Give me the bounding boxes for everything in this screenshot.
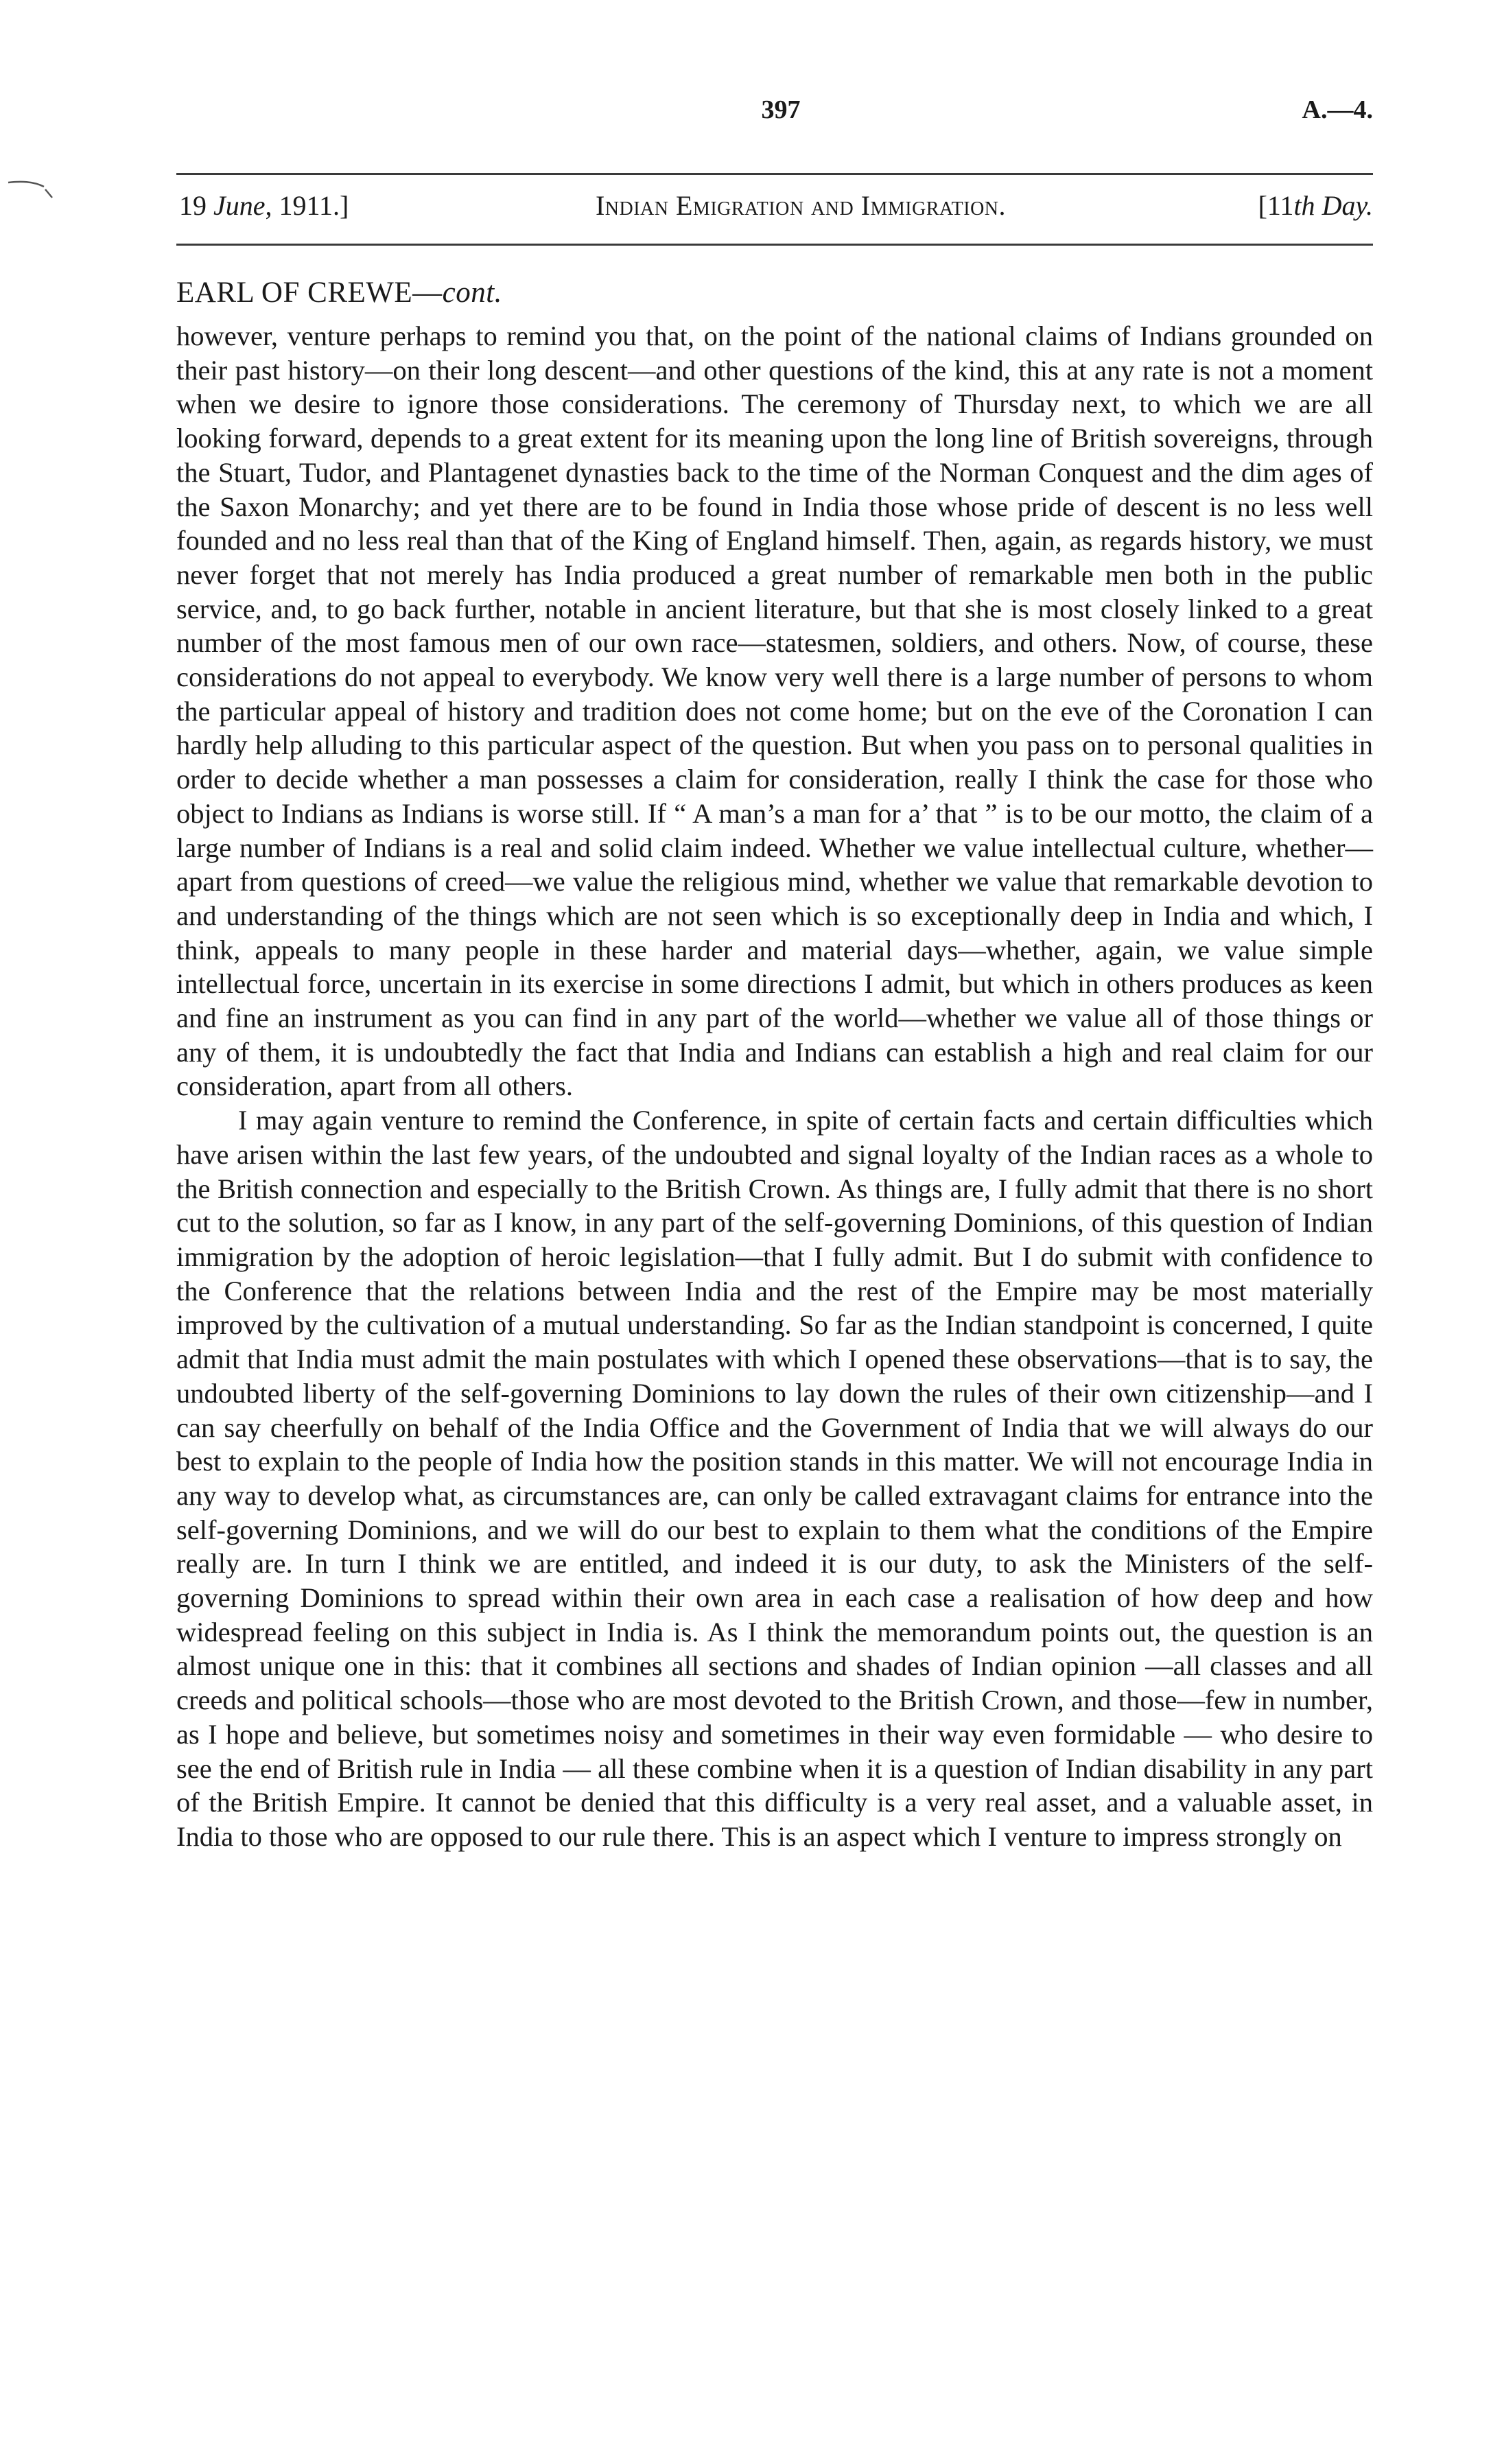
margin-pencil-mark <box>7 177 55 204</box>
paragraph: however, venture perhaps to remind you that, on the point of the national claims of Indians grounded on their past history—on their long descent—and other questions of the kind, this at any rate is not a moment when we desire to ignore those considerations. The ceremony of Thursday next, to which we are all looking forward, depends to a great extent for its meaning upon the long line of British sovereigns, through the Stuart, Tudor, and Plantagenet dynasties back to the time of the Norman Conquest and the dim ages of the Saxon Monarchy; and yet there are to be found in India those whose pride of descent is no less well founded and no less real than that of the King of England himself. Then, again, as regards history, we must never forget that not merely has India produced a great number of remarkable men both in the public service, and, to go back further, notable in ancient literature, but that she is most closely linked to a great number of the most famous men of our own race—statesmen, soldiers, and others. Now, of course, these considerations do not appeal to everybody. We know very well there is a large number of persons to whom the particular appeal of history and tradition does not come home; but on the eve of the Coronation I can hardly help alluding to this particular aspect of the question. But when you pass on to personal qualities in order to decide whether a man possesses a claim for consideration, really I think the case for those who object to Indians as Indians is worse still. If “ A man’s a man for a’ that ” is to be our motto, the claim of a large number of Indians is a real and solid claim indeed. Whether we value intellectual culture, whether—apart from questions of creed—we value the religious mind, whether we value that remarkable devotion to and understanding of the things which are not seen which is so exceptionally deep in India and which, I think, appeals to many people in these harder and material days—whether, again, we value simple intellectual force, uncertain in its exercise in some directions I admit, but which in others produces as keen and fine an instrument as you can find in any part of the world—whether we value all of those things or any of them, it is undoubtedly the fact that India and Indians can establish a high and real claim for our consideration, apart from all others. <box>176 320 1373 1102</box>
page-number: 397 <box>761 95 801 124</box>
paragraph: I may again venture to remind the Conference, in spite of certain facts and certain difficulties which have arisen within the last few years, of the undoubted and signal loyalty of the Indian races as a whole to the British connection and especially to the British Crown. As things are, I fully admit that there is no short cut to the solution, so far as I know, in any part of the self-governing Dominions, of this question of Indian immigration by the adoption of heroic legislation—that I fully admit. But I do submit with confidence to the Conference that the relations between India and the rest of the Empire may be most materially improved by the cultivation of a mutual understanding. So far as the Indian standpoint is concerned, I quite admit that India must admit the main postulates with which I opened these observations—that is to say, the undoubted liberty of the self-governing Dominions to lay down the rules of their own citizenship—and I can say cheerfully on behalf of the India Office and the Government of India that we will always do our best to explain to the people of India how the position stands in this matter. We will not encourage India in any way to develop what, as circumstances are, can only be called extravagant claims for entrance into the self-governing Dominions, and we will do our best to explain to them what the conditions of the Empire really are. In turn I think we are entitled, and indeed it is our duty, to ask the Ministers of the self-governing Dominions to spread within their own area in each case a realisation of how deep and how widespread feeling on this subject in India is. As I think the memorandum points out, the question is an almost unique one in this: that it combines all sections and shades of Indian opinion —all classes and all creeds and political schools—those who are most devoted to the British Crown, and those—few in number, as I hope and believe, but sometimes noisy and sometimes in their way even formidable — who desire to see the end of British rule in India — all these combine when it is a question of Indian disability in any part of the British Empire. It cannot be denied that this difficulty is a very real asset, and a valuable asset, in India to those who are opposed to our rule there. This is an aspect which I venture to impress strongly on <box>176 1105 1373 1852</box>
header-day: [11th Day. <box>1258 190 1373 221</box>
header-title: Indian Emigration and Immigration. <box>595 190 1007 221</box>
running-head <box>176 184 1373 232</box>
header-date: 19 June, 1911.] <box>179 190 349 221</box>
header-rule-bottom <box>176 244 1373 246</box>
header-rule-top <box>176 173 1373 175</box>
speaker-heading: EARL OF CREWE—cont. <box>176 277 502 309</box>
body-text <box>176 319 1373 1854</box>
paper-reference: A.—4. <box>1302 95 1373 124</box>
